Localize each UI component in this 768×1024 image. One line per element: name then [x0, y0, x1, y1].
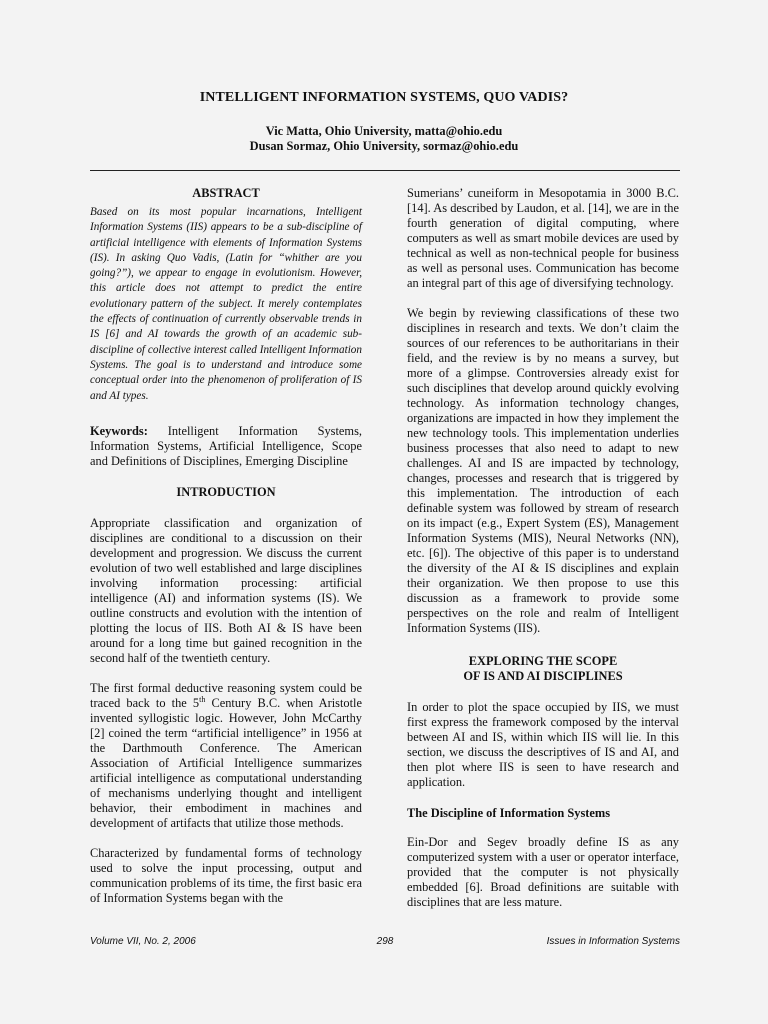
- is-discipline-subheading: The Discipline of Information Systems: [407, 806, 611, 820]
- paper-title: INTELLIGENT INFORMATION SYSTEMS, QUO VADIS?: [199, 90, 569, 105]
- intro-paragraph-1: Appropriate classification and organization of disciplines are conditional to a discussion on their development and progression. We discuss the current evolution of two well established and large disciplines involving information processing: artificial intelligence (AI) and information systems (IS). We outline constructs and evolution with the intention of plotting the locus of IIS. Both AI & IS have been around for a long time but gained recognition in the second half of the twentieth century.: [90, 515, 362, 665]
- intro-p2-rest: Century B.C. when Aristotle invented syllogistic logic. However, John McCarthy [2] coined the term “artificial intelligence” in 1956 at the Darthmouth Conference. The American Association of Artificial Intelligence summarizes artificial intelligence as computational understanding of mechanisms underlying thought and intelligent behavior, their embodiment in machines and development of artifacts that utilize those methods.: [90, 695, 362, 830]
- footer-volume: Volume VII, No. 2, 2006: [90, 936, 196, 947]
- author-2: Dusan Sormaz, Ohio University, sormaz@ohio.edu: [249, 139, 519, 153]
- keywords-paragraph: [90, 424, 362, 469]
- scope-heading-line-1: EXPLORING THE SCOPE: [468, 654, 618, 668]
- author-1: Vic Matta, Ohio University, matta@ohio.edu: [265, 124, 503, 138]
- abstract-heading: ABSTRACT: [192, 186, 260, 200]
- keywords-text: Intelligent Information Systems, Information Systems, Artificial Intelligence, Scope and Definitions of Disciplines, Emerging Discipline: [90, 423, 362, 468]
- superscript-th: th: [199, 694, 206, 704]
- abstract-text: Based on its most popular incarnations, Intelligent Information Systems (IIS) appears to be a sub-discipline of artificial intelligence with elements of Information Systems (IS). In asking Quo Vadis, (Latin for “whither are you going?”), we appear to engage in evolutionism. However, this article does not attempt to predict the entire evolutionary pattern of the subject. It merely contemplates the effects of continuation of currently observable trends in IS [6] and AI towards the growth of an academic sub-discipline of collective interest called Intelligent Information Systems. The goal is to understand and introduce some conceptual order into the phenomenon of proliferation of IS and AI types.: [90, 206, 362, 402]
- keywords-label: Keywords:: [90, 423, 148, 438]
- intro-paragraph-2: [90, 681, 362, 831]
- footer-page-number: 298: [376, 936, 394, 947]
- intro-p2-start: The first formal deductive reasoning system could be traced back to the 5: [90, 680, 362, 710]
- right-paragraph-3: In order to plot the space occupied by IIS, we must first express the framework composed by the interval between AI and IS, within which IIS will lie. In this section, we discuss the descriptives of IS and AI, and then plot where IIS is seen to have research and application.: [407, 700, 679, 789]
- intro-paragraph-3: Characterized by fundamental forms of technology used to solve the input processing, output and communication problems of its time, the first basic era of Information Systems began with the: [90, 845, 362, 905]
- author-block: [0, 124, 768, 154]
- scope-heading: [407, 654, 679, 684]
- header-divider: [90, 170, 680, 171]
- scope-heading-line-2: OF IS AND AI DISCIPLINES: [463, 669, 623, 683]
- right-paragraph-2: We begin by reviewing classifications of these two disciplines in research and texts. We don’t claim the sources of our references to be authoritarians in their field, and the review is by no means a survey, but more of a glimpse. Controversies already exist for such disciplines that develop around quickly evolving technology. As information technology changes, organizations are impacted in how they implement the new technology tools. This implementation underlies business processes that also need to adapt to new challenges. AI and IS are impacted by technology, changes, processes and research that is triggered by this implementation. The introduction of each definable system was followed by stream of research on its impact (e.g., Expert System (ES), Management Information Systems (MIS), Neural Networks (NN), etc. [6]). The objective of this paper is to understand the diversity of the AI & IS disciplines and explain their organization. We then propose to use this discussion as a framework to provide some perspectives on the role and realm of Intelligent Information Systems (IIS).: [407, 306, 679, 635]
- right-paragraph-4: Ein-Dor and Segev broadly define IS as any computerized system with a user or operator interface, provided that the computer is not physically embedded [6]. Broad definitions are suitable with disciplines that are less mature.: [407, 835, 679, 909]
- footer-journal: Issues in Information Systems: [546, 936, 680, 947]
- left-column: [90, 186, 362, 906]
- right-paragraph-1: Sumerians’ cuneiform in Mesopotamia in 3000 B.C. [14]. As described by Laudon, et al. [14], we are in the fourth generation of digital computing, where computers as well as smart mobile devices are used by technical as well as non-technical people for business as well as personal uses. Communication has become an integral part of this age of diversifying technology.: [407, 186, 679, 290]
- right-column: [407, 186, 679, 910]
- introduction-heading: INTRODUCTION: [176, 484, 276, 499]
